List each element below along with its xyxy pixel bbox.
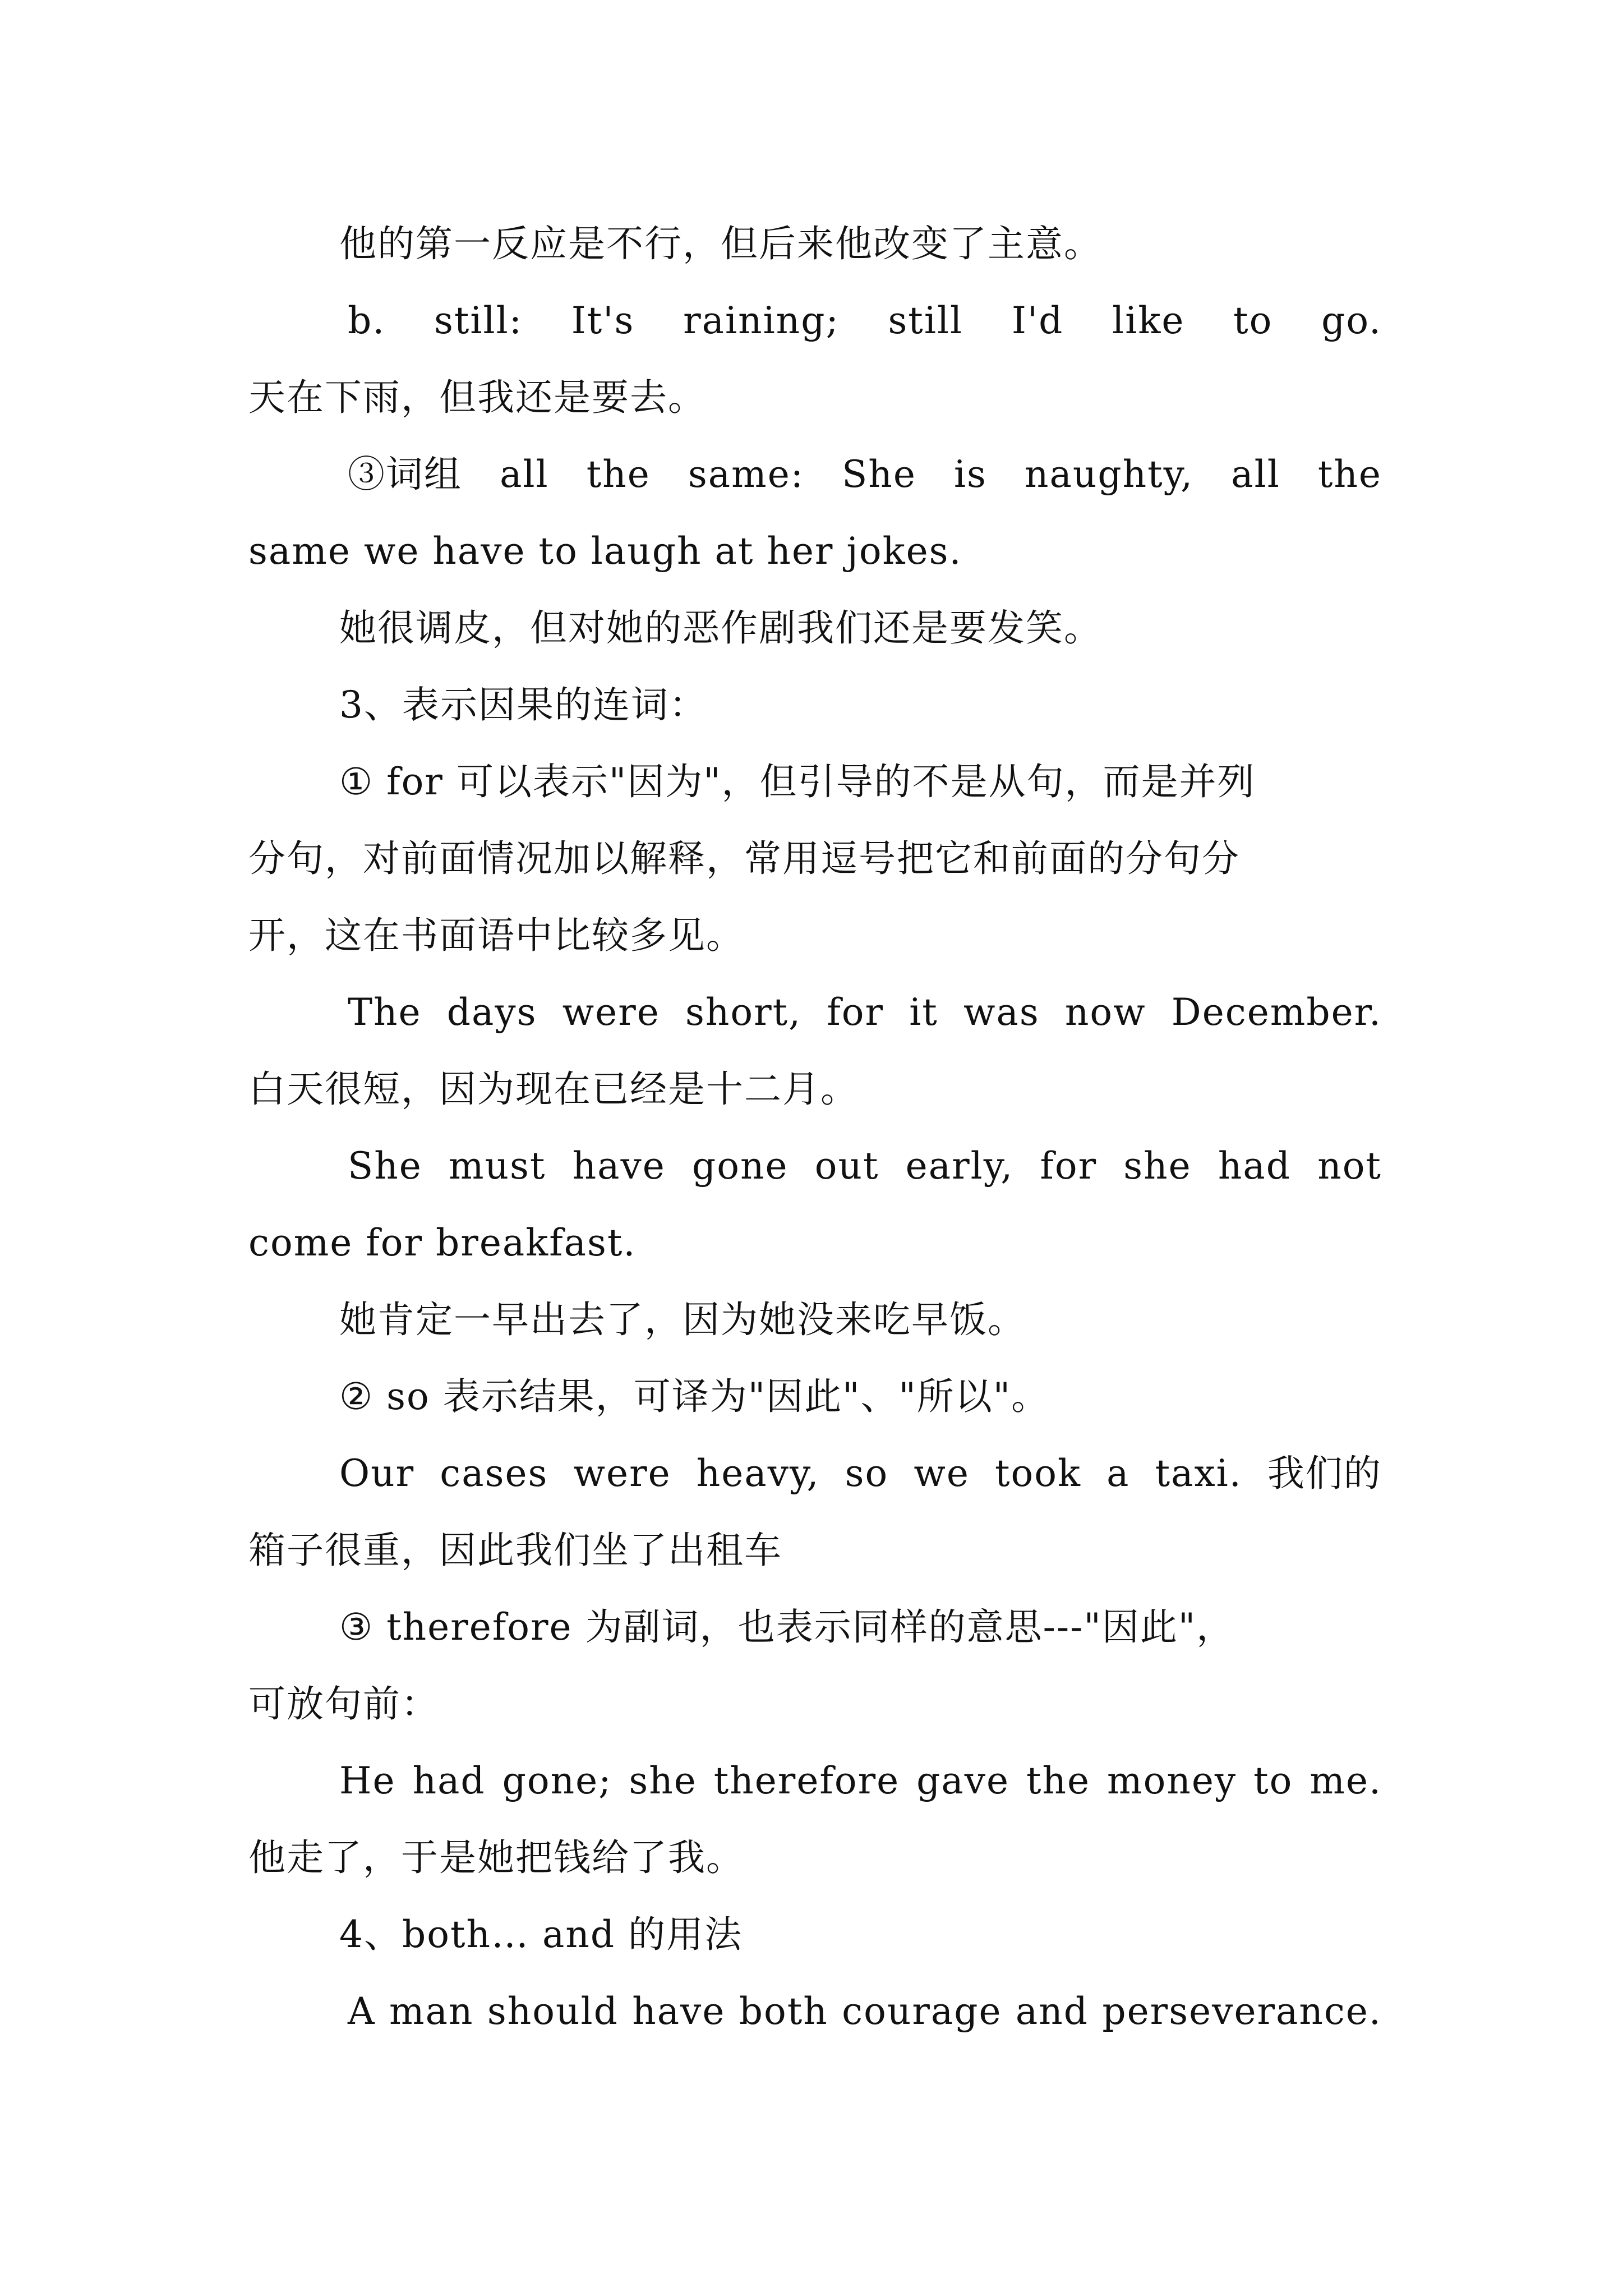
- text-line: 分句，对前面情况加以解释，常用逗号把它和前面的分句分: [248, 837, 1240, 880]
- word: to: [1253, 1759, 1293, 1802]
- word: all: [500, 453, 549, 496]
- text-line: ③ therefore 为副词，也表示同样的意思---"因此"，: [339, 1605, 1235, 1649]
- word: The: [348, 991, 422, 1034]
- word: it: [909, 991, 938, 1034]
- word: have: [572, 1144, 666, 1188]
- word: still: [888, 299, 963, 342]
- word: It's: [571, 299, 635, 342]
- word: a: [1106, 1452, 1130, 1495]
- text-line-justified: [0, 282, 1623, 359]
- word: I'd: [1011, 299, 1064, 342]
- word: were: [562, 991, 660, 1034]
- word: all: [1231, 453, 1280, 496]
- word: still:: [434, 299, 523, 342]
- word: same:: [688, 453, 805, 496]
- text-line-justified: [0, 1742, 1623, 1819]
- word: the: [1026, 1759, 1091, 1802]
- text-line: 他走了，于是她把钱给了我。: [248, 1836, 744, 1879]
- word: for: [827, 991, 884, 1034]
- word: the: [1317, 453, 1382, 496]
- text-line: ① for 可以表示"因为"，但引导的不是从句，而是并列: [339, 760, 1256, 803]
- word: and: [1015, 1990, 1089, 2033]
- word: gone;: [502, 1759, 612, 1802]
- word: courage: [842, 1990, 1002, 2033]
- text-line: ② so 表示结果，可译为"因此"、"所以"。: [339, 1375, 1050, 1418]
- text-line-justified: [0, 436, 1623, 513]
- word: now: [1064, 991, 1146, 1034]
- word: for: [1040, 1144, 1098, 1188]
- text-line-justified: [0, 1973, 1623, 2050]
- word: to: [1233, 299, 1273, 342]
- text-line: 可放句前：: [248, 1682, 439, 1726]
- word: cases: [440, 1452, 548, 1495]
- word: raining;: [683, 299, 840, 342]
- word: the: [586, 453, 651, 496]
- word: both: [739, 1990, 828, 2033]
- word: December.: [1171, 991, 1382, 1034]
- text-line: 白天很短，因为现在已经是十二月。: [248, 1068, 859, 1111]
- word: me.: [1310, 1759, 1382, 1802]
- word: therefore: [713, 1759, 900, 1802]
- text-line: 她肯定一早出去了，因为她没来吃早饭。: [339, 1298, 1026, 1341]
- word: go.: [1321, 299, 1382, 342]
- text-line-justified: [0, 974, 1623, 1051]
- word: taxi.: [1155, 1452, 1242, 1495]
- text-line-justified: [0, 1435, 1623, 1512]
- section-heading: 3、表示因果的连词：: [339, 683, 707, 726]
- word: gave: [916, 1759, 1010, 1802]
- text-line: come for breakfast.: [248, 1221, 637, 1264]
- text-line: 她很调皮，但对她的恶作剧我们还是要发笑。: [339, 606, 1102, 650]
- text-line: 箱子很重，因此我们坐了出租车: [248, 1529, 782, 1572]
- word: like: [1112, 299, 1185, 342]
- word: must: [448, 1144, 546, 1188]
- word: heavy,: [696, 1452, 820, 1495]
- word: A: [348, 1990, 376, 2033]
- word: 我们的: [1267, 1452, 1382, 1495]
- text-line: same we have to laugh at her jokes.: [248, 530, 962, 573]
- text-line: 开，这在书面语中比较多见。: [248, 914, 744, 957]
- word: She: [842, 453, 916, 496]
- section-heading: 4、both… and 的用法: [339, 1913, 743, 1956]
- word: was: [963, 991, 1040, 1034]
- word: out: [814, 1144, 879, 1188]
- word: had: [412, 1759, 486, 1802]
- word: perseverance.: [1102, 1990, 1382, 2033]
- word: took: [995, 1452, 1081, 1495]
- word: we: [914, 1452, 970, 1495]
- word: should: [487, 1990, 619, 2033]
- text-line: 天在下雨，但我还是要去。: [248, 376, 706, 419]
- text-line-justified: [0, 1128, 1623, 1204]
- word: were: [573, 1452, 671, 1495]
- word: so: [845, 1452, 889, 1495]
- word: She: [348, 1144, 422, 1188]
- word: short,: [685, 991, 802, 1034]
- word: money: [1107, 1759, 1237, 1802]
- word: b.: [348, 299, 386, 342]
- word: have: [632, 1990, 726, 2033]
- word: early,: [905, 1144, 1014, 1188]
- word: He: [339, 1759, 396, 1802]
- word: is: [953, 453, 987, 496]
- text-line: 他的第一反应是不行，但后来他改变了主意。: [339, 222, 1102, 265]
- word: Our: [339, 1452, 415, 1495]
- word: man: [389, 1990, 474, 2033]
- word: days: [446, 991, 537, 1034]
- word: not: [1317, 1144, 1382, 1188]
- word: ③词组: [348, 453, 462, 496]
- word: she: [1123, 1144, 1192, 1188]
- word: gone: [691, 1144, 789, 1188]
- word: naughty,: [1025, 453, 1194, 496]
- word: she: [629, 1759, 697, 1802]
- word: had: [1218, 1144, 1292, 1188]
